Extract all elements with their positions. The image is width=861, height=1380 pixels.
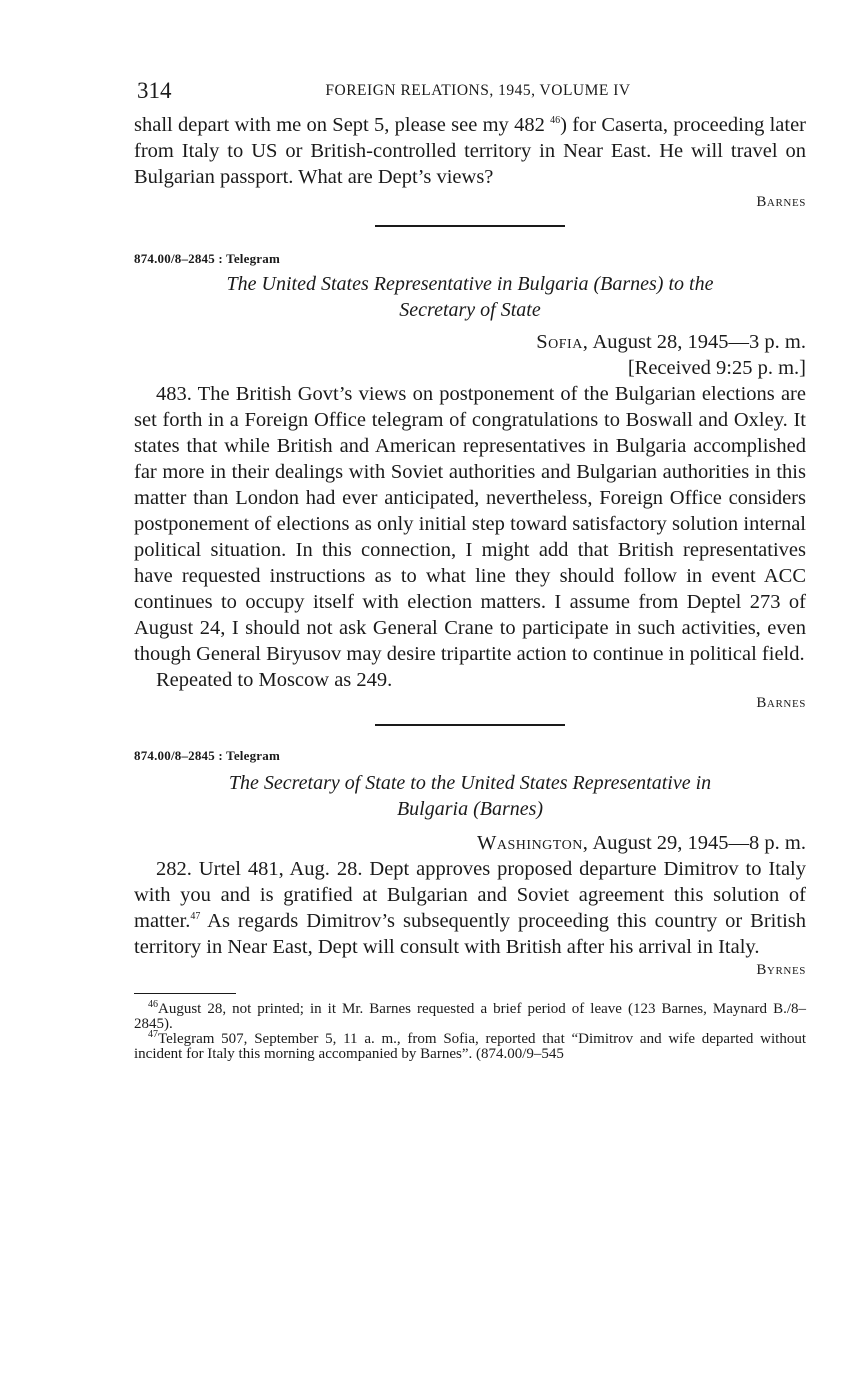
footnote: $^{47}$Telegram 507, September 5, 11 a. m., from Sofia, reported that “Dimitrov and wife departed without incident for Italy this morning accompanied by Barnes”. (874.00/9–545 [134,1029,806,1062]
running-head [134,72,806,112]
title-line: The United States Representative in Bulgaria (Barnes) to the [226,273,714,295]
dateline [134,329,806,355]
section-divider [375,225,565,227]
dateline-place: Sofia, [536,331,589,353]
body-text-b: As regards Dimitrov’s subsequently proceeding this country or British territory in Near East, Dept will consult with British after his arrival in Italy. [134,910,806,958]
signature-barnes-2: Barnes [756,695,806,711]
dateline-place: Washington, [477,832,589,854]
footnote: $^{46}$August 28, not printed; in it Mr. Barnes requested a brief period of leave (123 Barnes, Maynard B./8–2845). [134,999,806,1032]
continuation-text-b: ) for Caserta, proceeding later from Italy to US or British-controlled territory in Near East. He will travel on Bulgarian passport. What are Dept’s views? [134,114,807,188]
page-number: 314 [137,78,172,103]
dateline-date: August 29, 1945—8 p. m. [592,832,806,854]
signature-byrnes: Byrnes [756,962,806,978]
signature-barnes-1: Barnes [756,194,806,210]
telegram-body: 483. The British Govt’s views on postponement of the Bulgarian elections are set forth in a Foreign Office telegram of congratulations to Boswall and Oxley. It states that while British and American representatives in Bulgaria accomplished far more in their dealings with Soviet authorities and Bulgarian authorities in this matter than London had ever anticipated, nevertheless, Foreign Office considers postponement of elections as only initial step toward satisfactory solution internal political situation. In this connection, I might add that British representatives have requested instructions as to what line they should follow in event ACC continues to occupy itself with election matters. I assume from Deptel 273 of August 24, I should not ask General Crane to participate in such activities, even though General Biryusov may desire tripartite action to continue in political field. [134,383,806,665]
footnote-ref-46: 46 [550,115,561,127]
repeated-line: Repeated to Moscow as 249. [156,669,393,691]
body-text-a: 282. Urtel 481, Aug. 28. Dept approves proposed departure Dimitrov to Italy with you and is gratified at Bulgarian and Soviet agreement this solution of matter. [134,858,806,932]
title-line: Secretary of State [399,299,541,321]
file-reference: 874.00/8–2845 : Telegram [134,748,280,763]
received-line: [Received 9:25 p. m.] [627,357,806,379]
title-line: The Secretary of State to the United States Representative in [228,772,712,794]
telegram-body [134,856,806,960]
footnote-ref-47: 47 [190,911,201,923]
running-title: FOREIGN RELATIONS, 1945, VOLUME IV [325,82,631,99]
section-divider [375,724,565,726]
footnotes [134,999,806,1062]
document-title [134,271,806,323]
dateline-date: August 28, 1945—3 p. m. [592,331,806,353]
dateline [134,830,806,856]
title-line: Bulgaria (Barnes) [396,798,544,820]
file-reference: 874.00/8–2845 : Telegram [134,251,280,266]
continuation-text-a: shall depart with me on Sept 5, please see my 482 [134,114,545,136]
footnote-divider [134,993,236,994]
continuation-paragraph [134,112,806,190]
document-title [134,770,806,822]
document-page [134,72,806,1062]
